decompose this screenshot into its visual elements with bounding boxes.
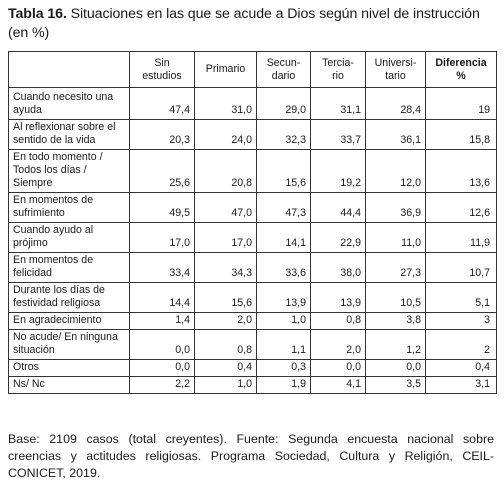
diferencia-cell: 2 [426, 330, 497, 360]
diferencia-cell: 13,6 [426, 150, 497, 193]
value-cell: 36,9 [366, 193, 426, 223]
col-header [130, 52, 195, 88]
col-header-text: Secun-dario [266, 56, 301, 82]
value-cell: 19,2 [311, 150, 366, 193]
value-cell: 14,4 [130, 283, 195, 313]
value-cell: 1,1 [257, 330, 311, 360]
value-cell: 29,0 [257, 88, 311, 120]
value-cell: 14,1 [257, 223, 311, 253]
col-header [311, 52, 366, 88]
col-header-text: Diferencia % [435, 56, 487, 82]
value-cell: 0,8 [311, 313, 366, 330]
value-cell: 0,0 [130, 330, 195, 360]
row-label: Otros [9, 360, 130, 377]
header-row [9, 52, 497, 88]
table-body [9, 88, 497, 394]
row-label: En momentos de sufrimiento [9, 193, 130, 223]
value-cell: 31,1 [311, 88, 366, 120]
diferencia-cell: 3,1 [426, 377, 497, 394]
table-row [9, 360, 497, 377]
table-row [9, 330, 497, 360]
value-cell: 33,4 [130, 253, 195, 283]
row-label: Cuando ayudo al prójimo [9, 223, 130, 253]
value-cell: 3,5 [366, 377, 426, 394]
row-label: En momentos de felicidad [9, 253, 130, 283]
table-row [9, 150, 497, 193]
value-cell: 11,0 [366, 223, 426, 253]
table-row [9, 88, 497, 120]
table-number: Tabla 16. [8, 6, 67, 22]
col-header-text: Sin estudios [142, 56, 182, 82]
value-cell: 0,8 [195, 330, 257, 360]
instruction-table [8, 51, 497, 394]
value-cell: 27,3 [366, 253, 426, 283]
diferencia-cell: 19 [426, 88, 497, 120]
value-cell: 4,1 [311, 377, 366, 394]
value-cell: 25,6 [130, 150, 195, 193]
value-cell: 1,0 [195, 377, 257, 394]
table-row [9, 120, 497, 150]
table-row [9, 283, 497, 313]
diferencia-cell: 15,8 [426, 120, 497, 150]
value-cell: 36,1 [366, 120, 426, 150]
value-cell: 13,9 [257, 283, 311, 313]
table-row [9, 253, 497, 283]
row-label: Durante los días de festividad religiosa [9, 283, 130, 313]
table-caption: Situaciones en las que se acude a Dios según nivel de instrucción (en %) [8, 6, 480, 41]
source-note: Base: 2109 casos (total creyentes). Fuente: Segunda encuesta nacional sobre creencias y actitudes religiosas. Programa Sociedad, Cultura y Religión, CEIL-CONICET, 2019. [8, 432, 494, 480]
value-cell: 2,0 [311, 330, 366, 360]
value-cell: 47,4 [130, 88, 195, 120]
value-cell: 0,0 [130, 360, 195, 377]
row-label: No acude/ En ninguna situación [9, 330, 130, 360]
value-cell: 3,8 [366, 313, 426, 330]
diferencia-cell: 10,7 [426, 253, 497, 283]
col-header-text: Primario [205, 63, 246, 75]
col-header [366, 52, 426, 88]
table-row [9, 377, 497, 394]
value-cell: 17,0 [130, 223, 195, 253]
value-cell: 24,0 [195, 120, 257, 150]
value-cell: 22,9 [311, 223, 366, 253]
value-cell: 0,3 [257, 360, 311, 377]
value-cell: 13,9 [311, 283, 366, 313]
value-cell: 1,4 [130, 313, 195, 330]
value-cell: 1,9 [257, 377, 311, 394]
col-header-text: Tercia-rio [322, 56, 354, 82]
value-cell: 15,6 [257, 150, 311, 193]
value-cell: 12,0 [366, 150, 426, 193]
value-cell: 0,4 [195, 360, 257, 377]
value-cell: 47,3 [257, 193, 311, 223]
value-cell: 49,5 [130, 193, 195, 223]
value-cell: 1,2 [366, 330, 426, 360]
value-cell: 2,0 [195, 313, 257, 330]
diferencia-cell: 5,1 [426, 283, 497, 313]
diferencia-cell: 0,4 [426, 360, 497, 377]
table-row [9, 223, 497, 253]
table-row [9, 313, 497, 330]
value-cell: 32,3 [257, 120, 311, 150]
value-cell: 20,8 [195, 150, 257, 193]
table-title [8, 5, 498, 43]
col-header-text: Universi-tario [374, 56, 417, 82]
value-cell: 47,0 [195, 193, 257, 223]
header-empty [9, 52, 130, 88]
value-cell: 10,5 [366, 283, 426, 313]
row-label: En todo momento / Todos los días / Siempre [9, 150, 130, 193]
value-cell: 33,7 [311, 120, 366, 150]
row-label: Cuando necesito una ayuda [9, 88, 130, 120]
value-cell: 20,3 [130, 120, 195, 150]
diferencia-cell: 12,6 [426, 193, 497, 223]
row-label: Ns/ Nc [9, 377, 130, 394]
col-header [195, 52, 257, 88]
table-row [9, 193, 497, 223]
value-cell: 1,0 [257, 313, 311, 330]
value-cell: 38,0 [311, 253, 366, 283]
value-cell: 33,6 [257, 253, 311, 283]
value-cell: 28,4 [366, 88, 426, 120]
value-cell: 31,0 [195, 88, 257, 120]
value-cell: 2,2 [130, 377, 195, 394]
value-cell: 44,4 [311, 193, 366, 223]
value-cell: 17,0 [195, 223, 257, 253]
value-cell: 15,6 [195, 283, 257, 313]
value-cell: 0,0 [311, 360, 366, 377]
diferencia-cell: 3 [426, 313, 497, 330]
value-cell: 34,3 [195, 253, 257, 283]
row-label: En agradecimiento [9, 313, 130, 330]
diferencia-cell: 11,9 [426, 223, 497, 253]
value-cell: 0,0 [366, 360, 426, 377]
row-label: Al reflexionar sobre el sentido de la vida [9, 120, 130, 150]
col-header [257, 52, 311, 88]
col-header-diferencia [426, 52, 497, 88]
